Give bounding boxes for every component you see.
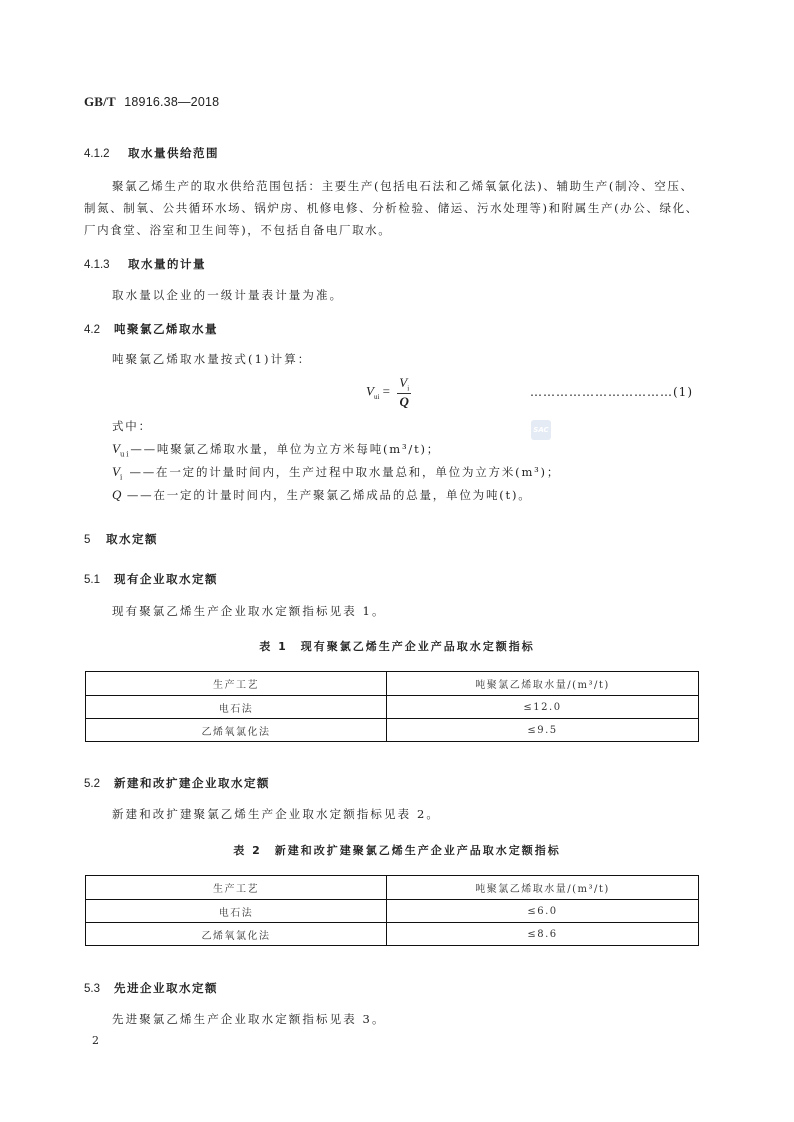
table-header-cell: 生产工艺 (86, 672, 387, 696)
definition-symbol: V (112, 441, 120, 456)
table-1-caption: 表 1 现有聚氯乙烯生产企业产品取水定额指标 (259, 640, 535, 653)
formula-numerator: $V_i$ (399, 375, 410, 393)
heading-number: 4.2 (84, 324, 100, 336)
paragraph-5-2: 新建和改扩建聚氯乙烯生产企业取水定额指标见表 2。 (112, 807, 440, 821)
heading-5-2 (84, 775, 270, 791)
standard-number: 18916.38—2018 (124, 95, 220, 109)
definition-item (112, 464, 560, 481)
heading-title: 先进企业取水定额 (114, 981, 218, 995)
table-row (86, 923, 699, 946)
formula-equals: = (382, 383, 390, 399)
heading-number: 4.1.3 (84, 259, 110, 271)
heading-number: 5.1 (84, 574, 100, 586)
formula-denominator: Q (399, 393, 409, 409)
definitions-intro: 式中： (112, 419, 152, 433)
definition-subscript: ui (119, 450, 131, 459)
definition-symbol: Q (112, 487, 122, 502)
standard-code (84, 94, 219, 110)
heading-5-1 (84, 571, 218, 587)
paragraph-4-2: 吨聚氯乙烯取水量按式(1)计算： (112, 352, 312, 366)
table-cell: 乙烯氧氯化法 (86, 719, 387, 742)
heading-number: 5 (84, 534, 91, 546)
heading-5 (84, 531, 158, 547)
table-row (86, 900, 699, 923)
definition-text: ——吨聚氯乙烯取水量，单位为立方米每吨(m³/t)； (130, 442, 441, 456)
formula-fraction (397, 375, 411, 410)
formula-1 (366, 375, 411, 410)
table-cell: ≤6.0 (387, 900, 699, 923)
paragraph-4-1-2: 聚氯乙烯生产的取水供给范围包括：主要生产(包括电石法和乙烯氧氯化法)、辅助生产(制冷、空压、制氮、制氧、公共循环水场、锅炉房、机修电修、分析检验、储运、污水处理等)和附属生产(办公、绿化、厂内食堂、浴室和卫生间等)，不包括自备电厂取水。 (84, 179, 699, 237)
heading-4-2 (84, 321, 218, 337)
table-2 (85, 875, 699, 946)
heading-title: 取水量供给范围 (128, 146, 219, 160)
table-cell: ≤8.6 (387, 923, 699, 946)
table-cell: ≤12.0 (387, 696, 699, 719)
sac-watermark: SAC (531, 420, 551, 440)
paragraph-5-3: 先进聚氯乙烯生产企业取水定额指标见表 3。 (112, 1012, 386, 1026)
heading-title: 取水定额 (106, 532, 158, 546)
heading-4-1-2 (84, 145, 219, 161)
heading-number: 5.2 (84, 778, 100, 790)
table-cell: 电石法 (86, 900, 387, 923)
heading-title: 取水量的计量 (128, 257, 206, 271)
table-header-row (86, 672, 699, 696)
heading-5-3 (84, 980, 218, 996)
formula-lhs-sub: ui (373, 392, 380, 401)
table-2-caption: 表 2 新建和改扩建聚氯乙烯生产企业产品取水定额指标 (233, 844, 561, 857)
table-1 (85, 671, 699, 742)
heading-4-1-3 (84, 256, 206, 272)
table-header-row (86, 876, 699, 900)
definition-symbol: V (112, 464, 120, 479)
heading-number: 4.1.2 (84, 148, 110, 160)
table-row (86, 696, 699, 719)
formula-lhs: V (366, 383, 374, 399)
definition-text: ——在一定的计量时间内，生产聚氯乙烯成品的总量，单位为吨(t)。 (121, 488, 532, 502)
definition-item (112, 487, 532, 503)
table-cell: ≤9.5 (387, 719, 699, 742)
definition-text: ——在一定的计量时间内，生产过程中取水量总和，单位为立方米(m³)； (124, 465, 561, 479)
page-number: 2 (92, 1034, 99, 1047)
equation-number: ……………………………(1) (530, 385, 693, 399)
paragraph-4-1-3: 取水量以企业的一级计量表计量为准。 (112, 288, 344, 302)
table-cell: 电石法 (86, 696, 387, 719)
table-header-cell: 生产工艺 (86, 876, 387, 900)
table-header-cell: 吨聚氯乙烯取水量/(m³/t) (387, 876, 699, 900)
paragraph-5-1: 现有聚氯乙烯生产企业取水定额指标见表 1。 (112, 604, 386, 618)
table-row (86, 719, 699, 742)
definition-subscript: i (119, 473, 124, 482)
definition-item (112, 441, 440, 458)
heading-title: 新建和改扩建企业取水定额 (114, 776, 270, 790)
table-header-cell: 吨聚氯乙烯取水量/(m³/t) (387, 672, 699, 696)
table-cell: 乙烯氧氯化法 (86, 923, 387, 946)
heading-number: 5.3 (84, 983, 100, 995)
standard-prefix: GB/T (84, 94, 116, 109)
heading-title: 吨聚氯乙烯取水量 (114, 322, 218, 336)
heading-title: 现有企业取水定额 (114, 572, 218, 586)
